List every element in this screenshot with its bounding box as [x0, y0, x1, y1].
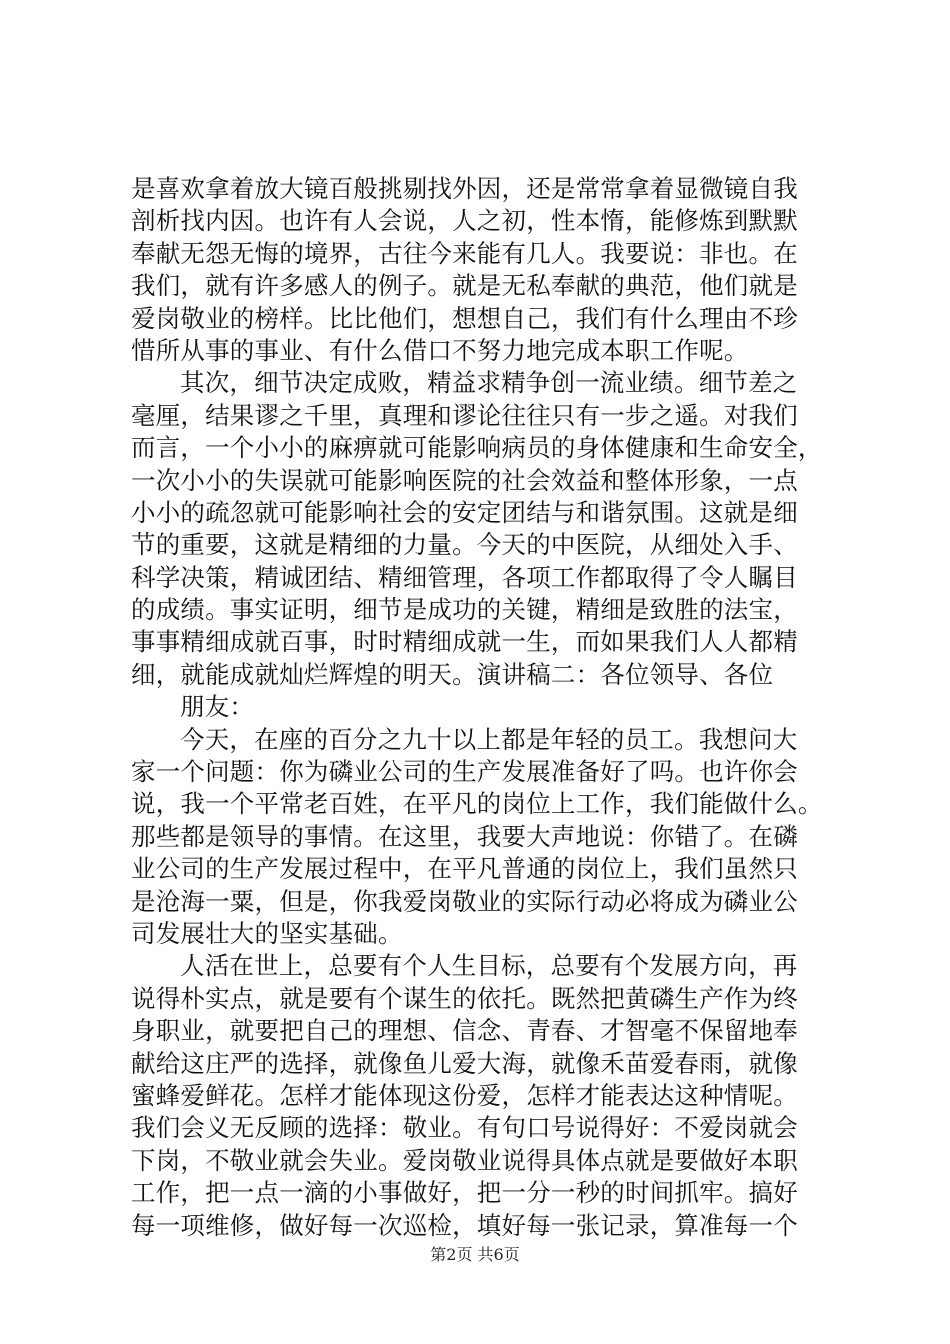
text-line: 今天，在座的百分之九十以上都是年轻的员工。我想问大 — [180, 724, 798, 754]
text-line: 说，我一个平常老百姓，在平凡的岗位上工作，我们能做什么。 — [131, 789, 823, 819]
text-line: 我们，就有许多感人的例子。就是无私奉献的典范，他们就是 — [131, 271, 798, 301]
text-line: 细，就能成就灿烂辉煌的明天。演讲稿二：各位领导、各位 — [131, 659, 774, 689]
text-line: 人活在世上，总要有个人生目标，总要有个发展方向，再 — [180, 951, 798, 981]
text-line: 我们会义无反顾的选择：敬业。有句口号说得好：不爱岗就会 — [131, 1113, 798, 1143]
text-line: 事事精细成就百事，时时精细成就一生，而如果我们人人都精 — [131, 627, 798, 657]
text-line: 业公司的生产发展过程中，在平凡普通的岗位上，我们虽然只 — [131, 854, 798, 884]
text-line: 惜所从事的事业、有什么借口不努力地完成本职工作呢。 — [131, 335, 749, 365]
text-line: 小小的疏忽就可能影响社会的安定团结与和谐氛围。这就是细 — [131, 497, 798, 527]
text-line: 朋友： — [180, 692, 255, 722]
text-line: 是喜欢拿着放大镜百般挑剔找外因，还是常常拿着显微镜自我 — [131, 174, 798, 203]
text-line: 献给这庄严的选择，就像鱼儿爱大海，就像禾苗爱春雨，就像 — [131, 1048, 798, 1078]
page-footer: 第2页 共6页 — [430, 1245, 520, 1264]
text-line: 节的重要，这就是精细的力量。今天的中医院，从细处入手、 — [131, 530, 798, 560]
text-line: 身职业，就要把自己的理想、信念、青春、才智毫不保留地奉 — [131, 1016, 798, 1046]
text-line: 蜜蜂爱鲜花。怎样才能体现这份爱，怎样才能表达这种情呢。 — [131, 1080, 798, 1110]
text-line: 而言，一个小小的麻痹就可能影响病员的身体健康和生命安全， — [131, 433, 823, 463]
text-line: 毫厘，结果谬之千里，真理和谬论往往只有一步之遥。对我们 — [131, 400, 798, 430]
text-line: 剖析找内因。也许有人会说，人之初，性本惰，能修炼到默默 — [131, 206, 798, 236]
body-text — [131, 173, 831, 1242]
text-line: 下岗，不敬业就会失业。爱岗敬业说得具体点就是要做好本职 — [131, 1145, 798, 1175]
text-line: 说得朴实点，就是要有个谋生的依托。既然把黄磷生产作为终 — [131, 983, 798, 1013]
text-line: 其次，细节决定成败，精益求精争创一流业绩。细节差之 — [180, 368, 798, 398]
text-line: 每一项维修，做好每一次巡检，填好每一张记录，算准每一个 — [131, 1210, 798, 1240]
text-line: 爱岗敬业的榜样。比比他们，想想自己，我们有什么理由不珍 — [131, 303, 798, 333]
text-line: 司发展壮大的坚实基础。 — [131, 918, 403, 948]
text-line: 那些都是领导的事情。在这里，我要大声地说：你错了。在磷 — [131, 821, 798, 851]
text-line: 一次小小的失误就可能影响医院的社会效益和整体形象，一点 — [131, 465, 798, 495]
text-line: 家一个问题：你为磷业公司的生产发展准备好了吗。也许你会 — [131, 757, 798, 787]
text-line: 的成绩。事实证明，细节是成功的关键，精细是致胜的法宝， — [131, 595, 798, 625]
text-line: 奉献无怨无悔的境界，古往今来能有几人。我要说：非也。在 — [131, 238, 798, 268]
text-line: 是沧海一粟，但是，你我爱岗敬业的实际行动必将成为磷业公 — [131, 886, 798, 916]
text-line: 科学决策，精诚团结、精细管理，各项工作都取得了令人瞩目 — [131, 562, 798, 592]
text-line: 工作，把一点一滴的小事做好，把一分一秒的时间抓牢。搞好 — [131, 1178, 798, 1208]
